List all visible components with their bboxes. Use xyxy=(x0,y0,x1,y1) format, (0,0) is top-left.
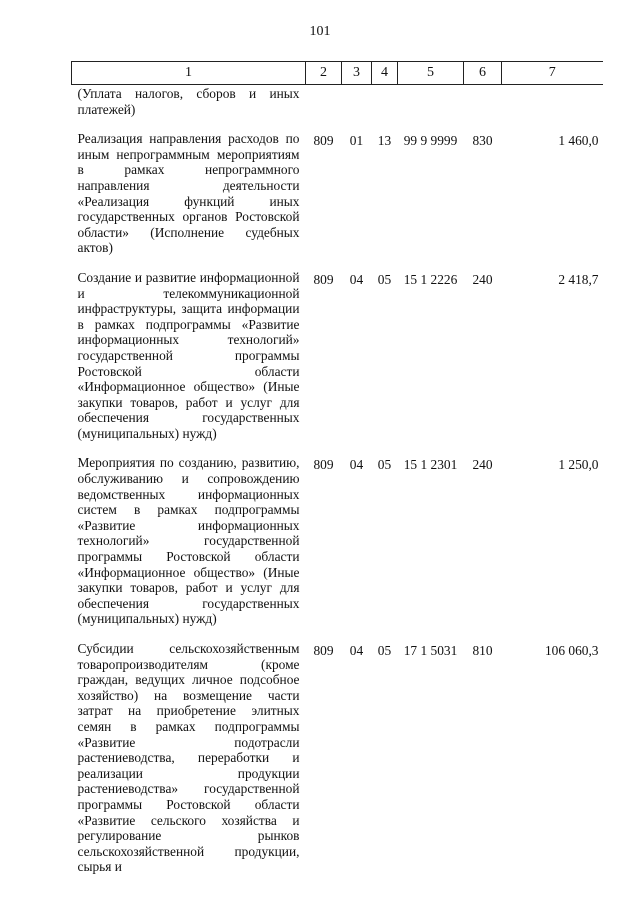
row-sum: 106 060,3 xyxy=(544,643,599,658)
row-rz: 04 xyxy=(349,643,364,658)
row-pr: 05 xyxy=(377,643,392,658)
row-sum: 2 418,7 xyxy=(558,271,599,287)
row-csr: 17 1 5031 xyxy=(403,643,458,658)
budget-table xyxy=(71,61,603,888)
table-row xyxy=(72,269,603,455)
row-rz xyxy=(342,85,372,131)
row-ved: 809 xyxy=(313,643,334,658)
row-sum: 1 250,0 xyxy=(558,457,599,473)
row-csr xyxy=(398,85,464,131)
row-description: (Уплата налогов, сборов и иных платежей) xyxy=(77,86,300,117)
row-sum xyxy=(502,85,603,131)
row-rz: 04 xyxy=(349,271,364,287)
table-body xyxy=(72,85,603,888)
table-row xyxy=(72,130,603,269)
row-pr xyxy=(372,85,398,131)
row-vr: 240 xyxy=(472,457,493,473)
row-csr: 15 1 2226 xyxy=(403,271,458,287)
row-description: Создание и развитие информационной и телекоммуникационной инфраструктуры, защита информации в рамках подпрограммы «Развитие информационных технологий» государственной программы Ростовской области «Информационное общество» (Иные закупки товаров, работ и услуг для обеспечения государственных (муниципальных) нужд) xyxy=(77,269,300,441)
row-vr: 240 xyxy=(472,271,493,287)
row-description: Мероприятия по созданию, развитию, обслуживанию и сопровождению ведомственных информационных систем в рамках подпрограммы «Развитие информационных технологий» государственной программы Ростовской области «Информационное общество» (Иные закупки товаров, работ и услуг для обеспечения государственных (муниципальных) нужд) xyxy=(77,455,300,627)
header-col-7: 7 xyxy=(502,62,603,85)
row-pr: 05 xyxy=(377,457,392,473)
header-col-2: 2 xyxy=(306,62,342,85)
page-number: 101 xyxy=(309,24,331,39)
row-ved: 809 xyxy=(313,271,334,287)
header-col-5: 5 xyxy=(398,62,464,85)
row-vr xyxy=(464,85,502,131)
row-rz: 04 xyxy=(349,457,364,473)
header-col-3: 3 xyxy=(342,62,372,85)
row-csr: 99 9 9999 xyxy=(403,133,458,149)
table-row xyxy=(72,454,603,640)
row-ved: 809 xyxy=(313,133,334,149)
header-col-6: 6 xyxy=(464,62,502,85)
table-row xyxy=(72,640,603,888)
header-col-1: 1 xyxy=(72,62,306,85)
row-pr: 05 xyxy=(377,271,392,287)
row-description: Реализация направления расходов по иным непрограммным мероприятиям в рамках непрограммного направления деятельности «Реализация функций иных государственных органов Ростовской области» (Исполнение судебных актов) xyxy=(77,131,300,256)
row-rz: 01 xyxy=(349,133,364,149)
row-ved: 809 xyxy=(313,457,334,473)
row-description: Субсидии сельскохозяйственным товаропроизводителям (кроме граждан, ведущих личное подсобное хозяйство) на возмещение части затрат на приобретение элитных семян в рамках подпрограммы «Развитие подотрасли растениеводства, переработки и реализации продукции растениеводства» государственной программы Ростовской области «Развитие сельского хозяйства и регулирование рынков сельскохозяйственной продукции, сырья и xyxy=(77,641,300,875)
header-row xyxy=(72,62,603,85)
table-row xyxy=(72,85,603,131)
row-pr: 13 xyxy=(377,133,392,149)
row-vr: 810 xyxy=(472,643,493,658)
table-header xyxy=(72,62,603,85)
row-csr: 15 1 2301 xyxy=(403,457,458,473)
row-ved xyxy=(306,85,342,131)
row-sum: 1 460,0 xyxy=(558,133,599,149)
header-col-4: 4 xyxy=(372,62,398,85)
row-vr: 830 xyxy=(472,133,493,149)
